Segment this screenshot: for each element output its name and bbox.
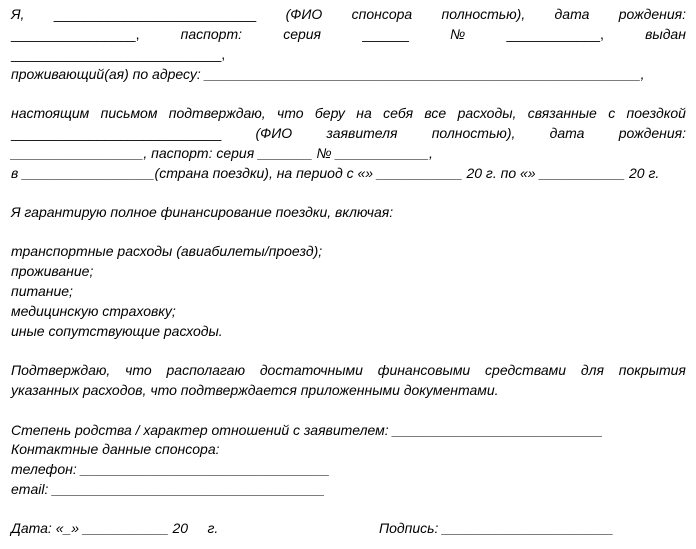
- contacts-heading: Контактные данные спонсора:: [11, 441, 220, 457]
- email-line: email: ___________________________________: [11, 481, 325, 497]
- list-item: проживание;: [11, 263, 94, 279]
- text-fragment: располагаю: [166, 362, 245, 378]
- list-item: питание;: [11, 283, 73, 299]
- letter-trip-period-line: в _________________(страна поездки), на период с «» ___________ 20 г. по «» ___________ 20 г.: [11, 165, 660, 181]
- text-fragment: выдан: [645, 26, 686, 42]
- text-fragment: что: [125, 362, 152, 378]
- sponsor-intro-line-3: ___________________________,: [11, 46, 226, 62]
- text-fragment: полностью),: [441, 6, 526, 22]
- text-fragment: средствами: [485, 362, 567, 378]
- text-fragment: для: [580, 362, 604, 378]
- relation-line: Степень родства / характер отношений с заявителем: ___________________________: [11, 422, 603, 438]
- list-item: медицинскую страховку;: [11, 303, 176, 319]
- text-fragment: дата: [549, 125, 585, 141]
- fill-blank: ____________,: [506, 26, 604, 42]
- text-fragment: паспорт:: [180, 26, 242, 42]
- text-fragment: с: [608, 105, 616, 121]
- letter-line-1: [11, 105, 686, 121]
- text-fragment: поездкой: [626, 105, 686, 121]
- text-fragment: что: [277, 105, 304, 121]
- text-fragment: письмом: [100, 105, 158, 121]
- text-fragment: Я,: [11, 6, 25, 22]
- text-fragment: №: [450, 26, 466, 42]
- fill-blank: __________________________: [53, 6, 257, 22]
- sponsor-intro-line-2: [11, 26, 686, 42]
- list-item: транспортные расходы (авиабилеты/проезд);: [11, 243, 323, 259]
- text-fragment: связанные: [527, 105, 597, 121]
- fill-blank: ________________,: [11, 26, 140, 42]
- letter-line-2: [11, 125, 686, 141]
- text-fragment: спонсора: [351, 6, 413, 22]
- text-fragment: дата: [554, 6, 590, 22]
- text-fragment: покрытия: [618, 362, 686, 378]
- text-fragment: заявителя: [326, 125, 398, 141]
- letter-line-3: _________________, паспорт: серия _______ № ____________,: [11, 145, 433, 161]
- text-fragment: все: [424, 105, 447, 121]
- text-fragment: (ФИО: [285, 6, 323, 22]
- text-fragment: расходы,: [457, 105, 517, 121]
- sponsor-intro-line-1: [11, 6, 686, 22]
- text-fragment: себя: [383, 105, 414, 121]
- signature-line: Подпись: ______________________: [379, 520, 614, 536]
- text-fragment: полностью),: [431, 125, 516, 141]
- confirmation-line-2: указанных расходов, что подтверждается приложенными документами.: [11, 382, 499, 398]
- confirmation-line-1: [11, 362, 686, 378]
- text-fragment: настоящим: [11, 105, 90, 121]
- text-fragment: подтверждаю,: [168, 105, 266, 121]
- list-item: иные сопутствующие расходы.: [11, 323, 223, 339]
- text-fragment: достаточными: [259, 362, 363, 378]
- phone-line: телефон: ________________________________: [11, 461, 330, 477]
- guarantee-heading: Я гарантирую полное финансирование поездки, включая:: [11, 204, 394, 220]
- text-fragment: финансовыми: [377, 362, 471, 378]
- fill-blank: ___________________________: [11, 125, 222, 141]
- fill-blank: ______: [362, 26, 409, 42]
- text-fragment: рождения:: [618, 6, 686, 22]
- sponsor-address-line: проживающий(ая) по адресу: ________________________________________________________,: [11, 66, 645, 82]
- text-fragment: беру: [314, 105, 345, 121]
- text-fragment: рождения:: [618, 125, 686, 141]
- text-fragment: на: [356, 105, 372, 121]
- date-line: Дата: «_» ___________ 20 г.: [11, 520, 219, 536]
- text-fragment: серия: [283, 26, 322, 42]
- text-fragment: (ФИО: [255, 125, 293, 141]
- text-fragment: Подтверждаю,: [11, 362, 111, 378]
